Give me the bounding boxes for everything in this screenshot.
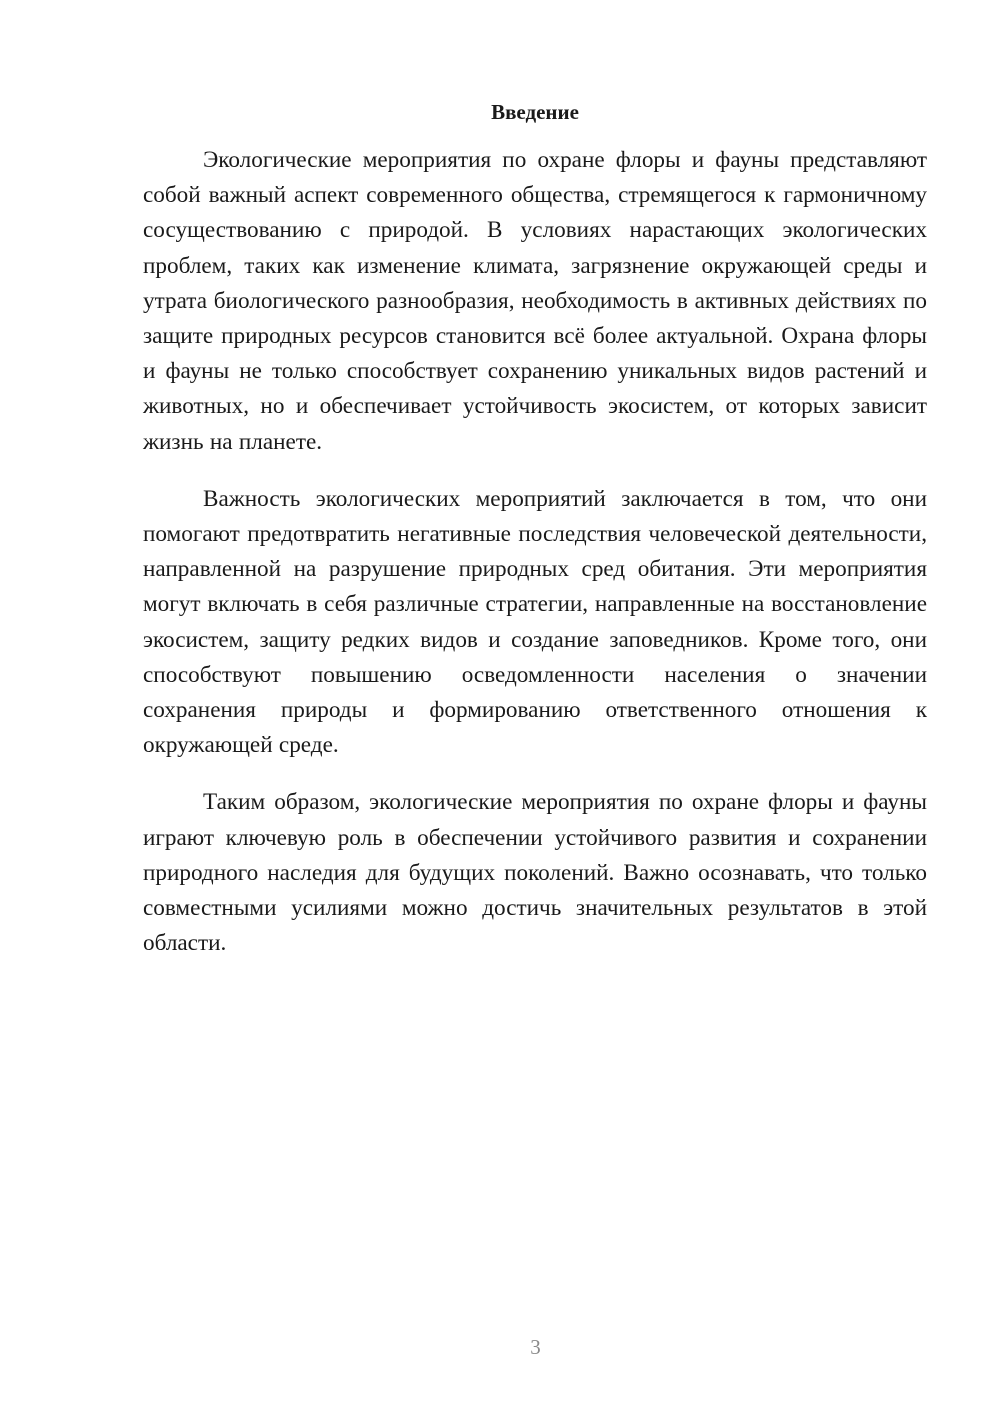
section-title: Введение — [491, 100, 579, 124]
paragraph-2: Важность экологических мероприятий заключается в том, что они помогают предотвратить негативные последствия человеческой деятельности, направленной на разрушение природных сред обитания. Эти мероприятия могут включать в себя различные стратегии, направленные на восстановление экосистем, защиту редких видов и создание заповедников. Кроме того, они способствуют повышению осведомленности населения о значении сохранения природы и формированию ответственного отношения к окружающей среде. — [143, 485, 927, 759]
page-number: 3 — [530, 1335, 541, 1359]
paragraph-3: Таким образом, экологические мероприятия по охране флоры и фауны играют ключевую роль в обеспечении устойчивого развития и сохранении природного наследия для будущих поколений. Важно осознавать, что только совместными усилиями можно достичь значительных результатов в этой области. — [143, 789, 927, 957]
body-text — [143, 143, 927, 983]
paragraph-1: Экологические мероприятия по охране флоры и фауны представляют собой важный аспект современного общества, стремящегося к гармоничному сосуществованию с природой. В условиях нарастающих экологических проблем, таких как изменение климата, загрязнение окружающей среды и утрата биологического разнообразия, необходимость в активных действиях по защите природных ресурсов становится всё более актуальной. Охрана флоры и фауны не только способствует сохранению уникальных видов растений и животных, но и обеспечивает устойчивость экосистем, от которых зависит жизнь на планете. — [143, 147, 927, 455]
